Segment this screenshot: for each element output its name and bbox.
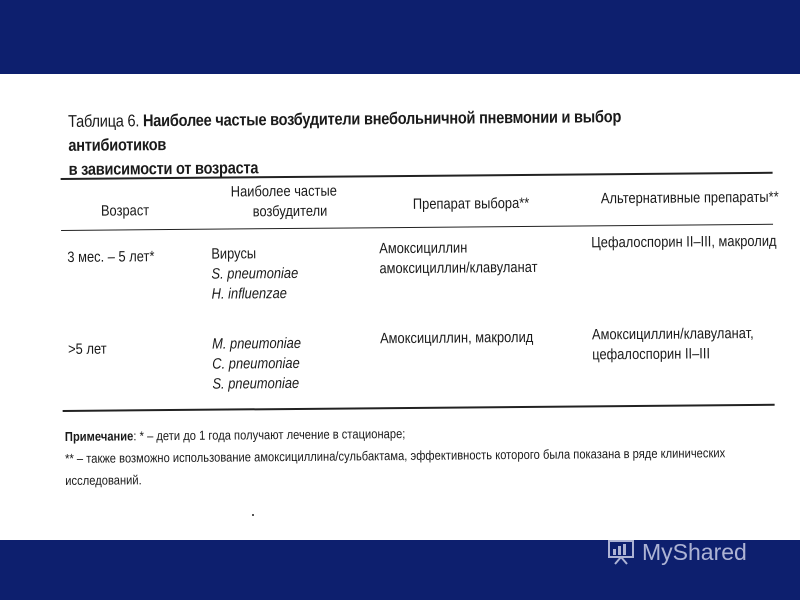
table-row-1-drug: Амоксициллин амоксициллин/клавуланат — [379, 239, 538, 278]
watermark — [606, 538, 747, 566]
table-row-2-pathogens: M. pneumoniae C. pneumoniae S. pneumoniae — [211, 334, 302, 393]
table-row-1-age: 3 мес. – 5 лет* — [67, 248, 155, 266]
presentation-board-icon — [606, 538, 636, 566]
top-blue-band — [0, 0, 800, 74]
table-note-line-3: исследований. — [65, 472, 142, 488]
watermark-text: MyShared — [642, 538, 747, 565]
scan-speck — [252, 514, 254, 516]
header-drug: Препарат выбора** — [412, 194, 530, 213]
document-table-scan — [60, 102, 779, 508]
header-bottom-rule — [61, 224, 773, 231]
table-row-2-alternative: Амоксициллин/клавуланат, цефалоспорин II–III — [591, 324, 754, 364]
table-title-bold-2: в зависимости от возраста — [68, 158, 259, 179]
table-row-2-drug: Амоксициллин, макролид — [379, 328, 534, 348]
table-note-line-2: ** – также возможно использование амоксициллина/сульбактама, эффективность которого была показана в ряде клинических — [64, 445, 726, 466]
table-title-lead: Таблица 6. — [68, 111, 140, 131]
table-title-bold-1: Наиболее частые возбудители внебольничной пневмонии и выбор антибиотиков — [68, 107, 622, 155]
table-row-2-age: >5 лет — [68, 340, 107, 358]
table-row-1-alternative: Цефалоспорин II–III, макролид — [591, 232, 777, 252]
table-bottom-rule — [63, 404, 775, 412]
header-age: Возраст — [100, 202, 150, 220]
header-alternative: Альтернативные препараты** — [600, 188, 779, 208]
table-note-line-1: Примечание: * – дети до 1 года получают лечение в стационаре; — [64, 425, 406, 444]
table-row-1-pathogens: Вирусы S. pneumoniae H. influenzae — [211, 245, 299, 303]
table-title — [68, 105, 671, 182]
header-pathogens: Наиболее частые возбудители — [230, 182, 337, 221]
